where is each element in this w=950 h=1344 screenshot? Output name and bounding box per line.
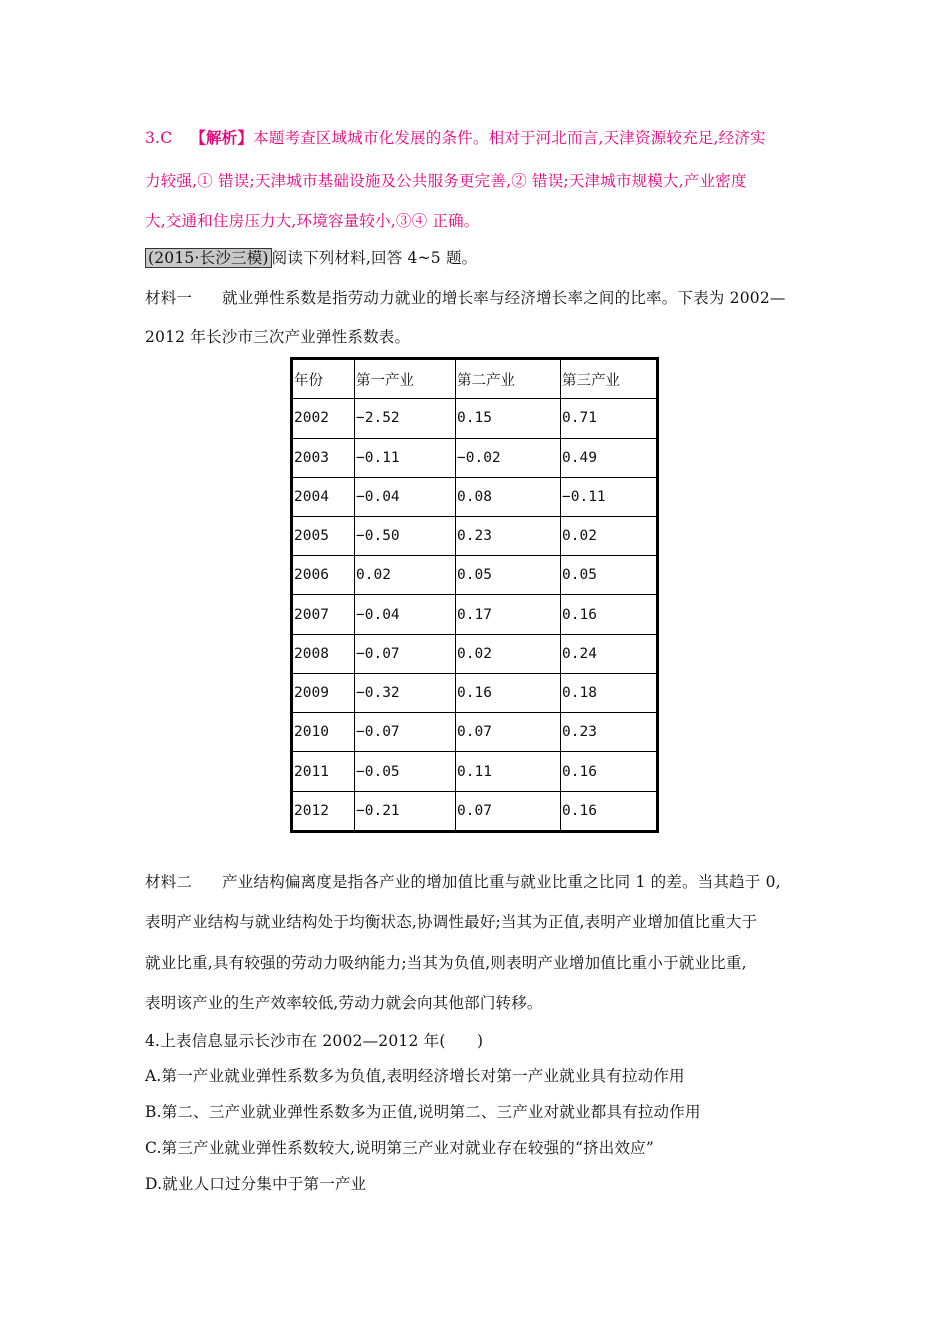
table-cell: −0.04 bbox=[355, 595, 456, 634]
table-header-cell: 年份 bbox=[292, 359, 355, 399]
question4-stem: 4.上表信息显示长沙市在 2002—2012 年( ) bbox=[145, 1032, 484, 1050]
material1-line2: 2012 年长沙市三次产业弹性系数表。 bbox=[145, 328, 411, 346]
table-header-cell: 第三产业 bbox=[561, 359, 658, 399]
table-cell: 2006 bbox=[292, 556, 355, 595]
answer3-number: 3.C bbox=[145, 129, 173, 147]
table-cell: 2004 bbox=[292, 477, 355, 516]
table-cell: 0.16 bbox=[561, 791, 658, 831]
table-cell: 0.16 bbox=[456, 673, 561, 712]
table-row bbox=[292, 517, 658, 556]
table-cell: 0.02 bbox=[561, 517, 658, 556]
analysis-tag: 【解析】 bbox=[190, 128, 254, 147]
material2-text1: 产业结构偏离度是指各产业的增加值比重与就业比重之比同 1 的差。当其趋于 0, bbox=[222, 873, 781, 891]
material2-line2: 表明产业结构与就业结构处于均衡状态,协调性最好;当其为正值,表明产业增加值比重大于 bbox=[145, 913, 758, 931]
table-cell: −0.07 bbox=[355, 634, 456, 673]
table-row bbox=[292, 438, 658, 477]
table-cell: 0.23 bbox=[561, 713, 658, 752]
answer3-text1: 本题考查区域城市化发展的条件。相对于河北而言,天津资源较充足,经济实 bbox=[253, 129, 766, 147]
table-cell: 0.08 bbox=[456, 477, 561, 516]
answer3-line2: 力较强,① 错误;天津城市基础设施及公共服务更完善,② 错误;天津城市规模大,产业密度 bbox=[145, 172, 747, 190]
table-cell: 2009 bbox=[292, 673, 355, 712]
table-cell: 0.02 bbox=[355, 556, 456, 595]
material1-title: 材料一 bbox=[145, 289, 193, 307]
material2-line3: 就业比重,具有较强的劳动力吸纳能力;当其为负值,则表明产业增加值比重小于就业比重, bbox=[145, 954, 747, 972]
table-cell: 0.05 bbox=[561, 556, 658, 595]
table-cell: 0.17 bbox=[456, 595, 561, 634]
table-header-cell: 第二产业 bbox=[456, 359, 561, 399]
table-cell: 2011 bbox=[292, 752, 355, 791]
table-cell: 0.07 bbox=[456, 713, 561, 752]
table-row bbox=[292, 752, 658, 791]
table-cell: 2010 bbox=[292, 713, 355, 752]
table-row bbox=[292, 477, 658, 516]
question4-option-c: C.第三产业就业弹性系数较大,说明第三产业对就业存在较强的“挤出效应” bbox=[145, 1139, 655, 1157]
table-row bbox=[292, 595, 658, 634]
table-cell: 2008 bbox=[292, 634, 355, 673]
intro-text: 阅读下列材料,回答 4~5 题。 bbox=[271, 249, 478, 267]
table-cell: 0.02 bbox=[456, 634, 561, 673]
material1-line1 bbox=[145, 286, 786, 308]
table-cell: −0.21 bbox=[355, 791, 456, 831]
material2-line4: 表明该产业的生产效率较低,劳动力就会向其他部门转移。 bbox=[145, 994, 543, 1012]
answer3-line1 bbox=[145, 126, 766, 148]
table-cell: 0.24 bbox=[561, 634, 658, 673]
table-cell: 2003 bbox=[292, 438, 355, 477]
table-cell: 0.23 bbox=[456, 517, 561, 556]
table-cell: −0.50 bbox=[355, 517, 456, 556]
table-cell: −0.02 bbox=[456, 438, 561, 477]
source-tag: (2015·长沙三模) bbox=[145, 248, 272, 268]
elasticity-table bbox=[290, 357, 659, 833]
table-cell: 0.11 bbox=[456, 752, 561, 791]
table-header-row bbox=[292, 359, 658, 399]
table-cell: −0.05 bbox=[355, 752, 456, 791]
table-header-cell: 第一产业 bbox=[355, 359, 456, 399]
table-cell: 0.71 bbox=[561, 399, 658, 438]
intro-line bbox=[145, 246, 477, 268]
table-cell: 2012 bbox=[292, 791, 355, 831]
table-cell: 2005 bbox=[292, 517, 355, 556]
table-cell: 2007 bbox=[292, 595, 355, 634]
table-cell: 0.49 bbox=[561, 438, 658, 477]
table-cell: 0.05 bbox=[456, 556, 561, 595]
table-row bbox=[292, 634, 658, 673]
table-cell: −2.52 bbox=[355, 399, 456, 438]
table-row bbox=[292, 673, 658, 712]
table-cell: −0.11 bbox=[561, 477, 658, 516]
table-cell: −0.32 bbox=[355, 673, 456, 712]
question4-option-d: D.就业人口过分集中于第一产业 bbox=[145, 1175, 367, 1193]
table-row bbox=[292, 713, 658, 752]
table-cell: 0.16 bbox=[561, 752, 658, 791]
table-cell: 2002 bbox=[292, 399, 355, 438]
question4-option-a: A.第一产业就业弹性系数多为负值,表明经济增长对第一产业就业具有拉动作用 bbox=[145, 1067, 685, 1085]
table-row bbox=[292, 791, 658, 831]
material2-line1 bbox=[145, 870, 781, 892]
question4-option-b: B.第二、三产业就业弹性系数多为正值,说明第二、三产业对就业都具有拉动作用 bbox=[145, 1103, 701, 1121]
table-cell: 0.15 bbox=[456, 399, 561, 438]
table-cell: 0.16 bbox=[561, 595, 658, 634]
table-cell: 0.07 bbox=[456, 791, 561, 831]
material2-title: 材料二 bbox=[145, 873, 193, 891]
material1-text1: 就业弹性系数是指劳动力就业的增长率与经济增长率之间的比率。下表为 2002— bbox=[222, 289, 786, 307]
table-cell: −0.11 bbox=[355, 438, 456, 477]
answer3-line3: 大,交通和住房压力大,环境容量较小,③④ 正确。 bbox=[145, 212, 480, 230]
table-cell: −0.04 bbox=[355, 477, 456, 516]
table-row bbox=[292, 399, 658, 438]
table-cell: 0.18 bbox=[561, 673, 658, 712]
table-row bbox=[292, 556, 658, 595]
table-cell: −0.07 bbox=[355, 713, 456, 752]
